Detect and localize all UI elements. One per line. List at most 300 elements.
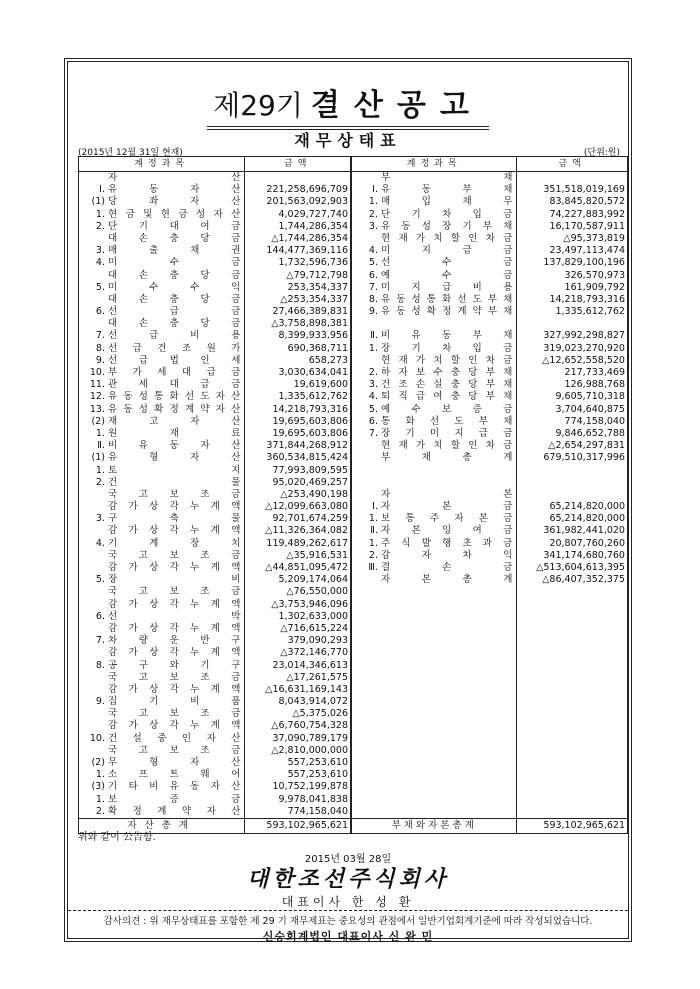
amount-cell: 217,733,469 bbox=[564, 367, 625, 378]
account-cell bbox=[79, 513, 244, 525]
table-row-amount bbox=[517, 574, 627, 586]
account-number bbox=[83, 745, 108, 757]
amount-cell: 341,174,680,760 bbox=[543, 549, 625, 561]
amount-cell: 16,170,587,911 bbox=[549, 220, 625, 232]
account-cell bbox=[352, 209, 516, 221]
empty-row bbox=[517, 745, 627, 757]
account-name: 예 수 금 bbox=[381, 269, 513, 281]
account-cell bbox=[79, 379, 244, 391]
amount-cell: △44,851,095,472 bbox=[265, 562, 348, 573]
account-number bbox=[356, 477, 381, 489]
table-row-account bbox=[79, 221, 244, 233]
table-row-account bbox=[352, 452, 516, 464]
table-row-account bbox=[352, 574, 516, 586]
account-name: 미 지 급 비 용 bbox=[381, 281, 513, 293]
account-name: 매 출 채 권 bbox=[108, 245, 241, 257]
amount-cell: 1,744,286,354 bbox=[278, 220, 348, 232]
account-name: 결 손 금 bbox=[381, 562, 513, 573]
table-row-amount bbox=[245, 367, 350, 379]
table-row-account bbox=[79, 330, 244, 342]
auditor-signature: 신승회계법인 대표이사 신 완 민 bbox=[262, 930, 434, 943]
account-name bbox=[381, 465, 512, 477]
account-name: 유 동 부 채 bbox=[381, 184, 513, 196]
assets-total-value: 593,102,965,621 bbox=[245, 819, 352, 833]
account-name: 감 가 상 각 누 계 액 bbox=[108, 598, 241, 610]
empty-row bbox=[517, 794, 627, 806]
table-row-account bbox=[79, 623, 244, 635]
empty-row bbox=[517, 684, 627, 696]
account-number bbox=[83, 623, 108, 635]
table-row-amount bbox=[245, 806, 350, 818]
table-row-amount bbox=[245, 672, 350, 684]
amount-cell: 557,253,610 bbox=[287, 769, 348, 781]
table-row-amount bbox=[245, 781, 350, 793]
account-cell bbox=[352, 282, 516, 294]
table-row-account bbox=[79, 391, 244, 403]
account-cell bbox=[79, 330, 244, 342]
table-row-account bbox=[352, 270, 516, 282]
amount-cell: 774,158,040 bbox=[287, 805, 348, 817]
as-of-date: (2015년 12월 31일 현재) bbox=[78, 148, 183, 158]
account-name: 비 유 동 부 채 bbox=[381, 330, 513, 342]
account-number: 6. bbox=[368, 269, 378, 281]
table-row-account bbox=[79, 416, 244, 428]
table-row-amount bbox=[517, 270, 627, 282]
table-row-account bbox=[79, 513, 244, 525]
table-row-amount bbox=[245, 501, 350, 513]
table-row-account bbox=[79, 769, 244, 781]
account-number: 7. bbox=[368, 281, 378, 293]
account-name: 감 가 상 각 누 계 액 bbox=[108, 525, 241, 537]
table-row-account bbox=[352, 550, 516, 562]
table-row-amount bbox=[245, 733, 350, 745]
table-row-account bbox=[79, 428, 244, 440]
table-row-amount bbox=[245, 684, 350, 696]
account-cell bbox=[352, 501, 516, 513]
account-name: 자 본 잉 여 금 bbox=[381, 525, 513, 537]
table-row-account bbox=[79, 599, 244, 611]
account-name: 국 고 보 조 금 bbox=[108, 744, 241, 756]
amount-cell: 319,023,270,920 bbox=[543, 342, 625, 354]
table-row-amount bbox=[517, 501, 627, 513]
account-cell bbox=[79, 586, 244, 598]
table-row-account bbox=[352, 196, 516, 208]
table-row-account bbox=[79, 477, 244, 489]
account-name: 유 동 성 확 정 계 약 부 채 bbox=[381, 306, 513, 318]
empty-row bbox=[352, 635, 516, 647]
account-name bbox=[381, 477, 512, 489]
table-row-amount bbox=[245, 294, 350, 306]
account-cell bbox=[352, 477, 516, 489]
account-number: 3. bbox=[368, 379, 378, 391]
amount-cell: 14,218,793,316 bbox=[272, 403, 348, 415]
amount-cell: 360,534,815,424 bbox=[266, 452, 348, 464]
amount-cell: 37,090,789,179 bbox=[272, 732, 348, 744]
empty-row bbox=[517, 611, 627, 623]
account-cell bbox=[352, 270, 516, 282]
account-cell bbox=[352, 233, 516, 245]
amount-cell bbox=[517, 172, 627, 184]
signature-date: 2015년 03월 28일 bbox=[304, 854, 392, 865]
account-name: 유 동 성 통 화 선 도 부 채 bbox=[381, 293, 513, 305]
account-name: 현 금 및 현 금 성 자 산 bbox=[108, 208, 241, 220]
account-number bbox=[83, 233, 108, 245]
account-cell bbox=[79, 696, 244, 708]
account-cell bbox=[79, 574, 244, 586]
account-name: 예 수 보 증 금 bbox=[381, 403, 513, 415]
account-cell bbox=[79, 306, 244, 318]
account-cell bbox=[79, 452, 244, 464]
amount-cell: 19,695,603,806 bbox=[272, 427, 348, 439]
table-row-account bbox=[79, 806, 244, 818]
account-cell bbox=[79, 343, 244, 355]
table-row-account bbox=[352, 257, 516, 269]
amount-cell: 1,732,596,736 bbox=[278, 257, 348, 269]
table-row-amount bbox=[517, 306, 627, 318]
account-name: 부 가 세 대 급 금 bbox=[108, 367, 241, 378]
announcement-text: 위와 같이 公告함. bbox=[78, 832, 156, 843]
amount-cell: 361,982,441,020 bbox=[543, 525, 625, 537]
amount-cell: 83,845,820,572 bbox=[549, 196, 625, 208]
table-row-account bbox=[79, 282, 244, 294]
account-number bbox=[83, 708, 108, 720]
account-name: 현 재 가 치 할 인 차 금 bbox=[381, 440, 513, 452]
table-row-account bbox=[352, 209, 516, 221]
account-cell bbox=[79, 769, 244, 781]
table-row-amount bbox=[245, 416, 350, 428]
table-row-account bbox=[79, 172, 244, 184]
amount-cell: 77,993,809,595 bbox=[272, 464, 348, 476]
account-number: 10. bbox=[89, 367, 105, 378]
account-cell bbox=[352, 221, 516, 233]
account-cell bbox=[79, 611, 244, 623]
table-body bbox=[79, 172, 627, 818]
account-name: 유 동 성 확 정 계 약 자 산 bbox=[108, 403, 241, 415]
table-row-amount bbox=[245, 550, 350, 562]
empty-row bbox=[517, 672, 627, 684]
table-row-account bbox=[352, 538, 516, 550]
audit-opinion: 감사의견 : 위 재무상태표를 포함한 제 29 기 재무제표는 중요성의 관점에서 일반기업회계기준에 따라 작성되었습니다. bbox=[103, 916, 593, 927]
account-number: Ⅱ. bbox=[370, 330, 378, 342]
liab-equity-total-label: 부채와자본총계 bbox=[352, 819, 517, 833]
account-cell bbox=[352, 562, 516, 574]
table-row-amount bbox=[245, 184, 350, 196]
account-cell bbox=[79, 660, 244, 672]
account-cell bbox=[352, 184, 516, 196]
empty-row bbox=[352, 647, 516, 659]
account-cell bbox=[79, 416, 244, 428]
amount-cell bbox=[517, 465, 627, 477]
account-cell bbox=[352, 318, 516, 330]
table-row-amount bbox=[245, 513, 350, 525]
account-number: 6. bbox=[95, 306, 105, 318]
amount-cell: 126,988,768 bbox=[564, 379, 625, 391]
table-row-amount bbox=[245, 538, 350, 550]
account-name: 미 수 수 익 bbox=[108, 281, 241, 293]
account-name: 차 량 운 반 구 bbox=[108, 635, 241, 647]
account-number: 1. bbox=[95, 208, 105, 220]
empty-row bbox=[352, 611, 516, 623]
account-name: 유 형 자 산 bbox=[108, 452, 241, 464]
account-name: 통 화 선 도 부 채 bbox=[381, 415, 513, 427]
assets-accounts-column bbox=[79, 172, 245, 818]
account-cell bbox=[79, 550, 244, 562]
account-number: 3. bbox=[95, 245, 105, 257]
amount-cell: 14,218,793,316 bbox=[549, 293, 625, 305]
account-number: Ⅰ. bbox=[372, 184, 378, 196]
account-cell bbox=[79, 720, 244, 732]
empty-row bbox=[352, 720, 516, 732]
balance-sheet-table bbox=[78, 156, 628, 834]
account-cell bbox=[79, 599, 244, 611]
amount-cell: 23,497,113,474 bbox=[549, 245, 625, 257]
empty-row bbox=[517, 586, 627, 598]
account-name: 건 조 손 실 충 당 부 채 bbox=[381, 379, 513, 391]
account-cell bbox=[79, 794, 244, 806]
table-row-account bbox=[79, 245, 244, 257]
table-row-amount bbox=[517, 355, 627, 367]
table-row-amount bbox=[517, 257, 627, 269]
account-name: 건 설 중 인 자 산 bbox=[108, 732, 241, 744]
table-row-account bbox=[79, 355, 244, 367]
table-row-amount bbox=[517, 550, 627, 562]
account-number: (3) bbox=[91, 781, 105, 793]
table-row-amount bbox=[245, 391, 350, 403]
account-number: 4. bbox=[368, 245, 378, 257]
account-cell bbox=[79, 318, 244, 330]
table-row-account bbox=[352, 318, 516, 330]
account-number: 3. bbox=[368, 220, 378, 232]
account-number: 7. bbox=[368, 427, 378, 439]
table-row-amount bbox=[245, 245, 350, 257]
account-number: 1. bbox=[95, 793, 105, 805]
account-number bbox=[83, 586, 108, 598]
amount-cell: △5,375,026 bbox=[292, 708, 348, 720]
amount-cell: 379,090,293 bbox=[287, 635, 348, 647]
empty-row bbox=[517, 623, 627, 635]
table-row-amount bbox=[517, 318, 627, 330]
account-number bbox=[83, 294, 108, 306]
table-row-account bbox=[79, 294, 244, 306]
account-number bbox=[356, 452, 381, 464]
amount-cell: 679,510,317,996 bbox=[543, 452, 625, 464]
table-row-amount bbox=[245, 172, 350, 184]
table-row-account bbox=[79, 343, 244, 355]
amount-cell: △2,654,297,831 bbox=[548, 440, 625, 452]
table-row-account bbox=[79, 720, 244, 732]
table-row-amount bbox=[245, 769, 350, 781]
table-row-amount bbox=[245, 489, 350, 501]
empty-row bbox=[517, 660, 627, 672]
table-row-account bbox=[79, 660, 244, 672]
empty-row bbox=[517, 720, 627, 732]
amount-cell: 658,273 bbox=[308, 354, 348, 366]
empty-row bbox=[352, 769, 516, 781]
account-cell bbox=[352, 538, 516, 550]
amount-cell: △253,490,198 bbox=[280, 488, 348, 500]
account-cell bbox=[79, 489, 244, 501]
account-cell bbox=[352, 404, 516, 416]
table-row-amount bbox=[517, 379, 627, 391]
table-row-account bbox=[79, 440, 244, 452]
account-number bbox=[83, 599, 108, 611]
amount-cell: 161,909,792 bbox=[564, 281, 625, 293]
account-number bbox=[83, 172, 108, 184]
table-row-account bbox=[79, 233, 244, 245]
account-cell bbox=[352, 343, 516, 355]
empty-row bbox=[352, 623, 516, 635]
account-cell bbox=[352, 367, 516, 379]
account-name: 선 급 건 조 원 가 bbox=[108, 342, 241, 354]
account-number: (1) bbox=[91, 452, 105, 464]
table-row-account bbox=[79, 586, 244, 598]
table-row-account bbox=[79, 647, 244, 659]
table-row-account bbox=[352, 379, 516, 391]
account-cell bbox=[79, 538, 244, 550]
title-block bbox=[68, 80, 628, 130]
table-row-amount bbox=[245, 318, 350, 330]
table-row-amount bbox=[517, 245, 627, 257]
liabilities-accounts-column bbox=[352, 172, 517, 818]
liab-equity-total-value: 593,102,965,621 bbox=[543, 819, 625, 831]
empty-row bbox=[352, 586, 516, 598]
empty-row bbox=[352, 757, 516, 769]
account-number: (1) bbox=[91, 196, 105, 208]
account-name: 소 프 트 웨 어 bbox=[108, 769, 241, 781]
account-cell bbox=[79, 562, 244, 574]
account-name: 주 식 발 행 초 과 금 bbox=[381, 537, 513, 549]
account-cell bbox=[79, 245, 244, 257]
account-name: 재 고 자 산 bbox=[108, 415, 241, 427]
table-row-amount bbox=[245, 465, 350, 477]
amount-cell: 27,466,389,831 bbox=[272, 306, 348, 318]
account-cell bbox=[79, 270, 244, 282]
table-row-amount bbox=[245, 574, 350, 586]
amount-cell: 351,518,019,169 bbox=[543, 184, 625, 196]
table-row-amount bbox=[517, 282, 627, 294]
account-number: 7. bbox=[95, 635, 105, 647]
account-name: 단 기 대 여 금 bbox=[108, 220, 241, 232]
table-row-amount bbox=[517, 440, 627, 452]
account-name: 매 입 채 무 bbox=[381, 196, 513, 208]
account-cell bbox=[352, 416, 516, 428]
account-number: 1. bbox=[368, 196, 378, 208]
account-number: 4. bbox=[368, 391, 378, 403]
account-cell bbox=[352, 391, 516, 403]
account-name: 미 수 금 bbox=[108, 257, 241, 269]
account-number: 6. bbox=[95, 610, 105, 622]
account-number: 8. bbox=[368, 293, 378, 305]
account-name: 자 본 총 계 bbox=[381, 574, 513, 586]
account-number: 1. bbox=[368, 513, 378, 525]
account-name: 현 재 가 치 할 인 차 금 bbox=[381, 354, 513, 366]
table-row-account bbox=[352, 306, 516, 318]
account-number bbox=[83, 672, 108, 684]
account-number bbox=[83, 489, 108, 501]
table-row-amount bbox=[517, 489, 627, 501]
account-number bbox=[356, 440, 381, 452]
account-cell bbox=[352, 452, 516, 464]
table-row-account bbox=[79, 794, 244, 806]
account-number: 5. bbox=[368, 257, 378, 269]
table-row-account bbox=[79, 318, 244, 330]
table-row-amount bbox=[245, 794, 350, 806]
table-row-account bbox=[79, 781, 244, 793]
account-cell bbox=[79, 184, 244, 196]
empty-row bbox=[352, 696, 516, 708]
amount-cell: 327,992,298,827 bbox=[543, 330, 625, 342]
empty-row bbox=[517, 696, 627, 708]
account-number: 1. bbox=[95, 464, 105, 476]
amount-cell: △253,354,337 bbox=[280, 293, 348, 305]
account-number: Ⅰ. bbox=[372, 501, 378, 513]
amount-cell: 9,846,652,788 bbox=[555, 427, 625, 439]
table-row-amount bbox=[245, 257, 350, 269]
table-row-account bbox=[352, 367, 516, 379]
amount-cell: 9,605,710,318 bbox=[555, 391, 625, 403]
table-row-amount bbox=[517, 404, 627, 416]
table-row-amount bbox=[245, 330, 350, 342]
account-cell bbox=[79, 428, 244, 440]
table-row-amount bbox=[245, 404, 350, 416]
table-row-amount bbox=[517, 428, 627, 440]
account-name: 보 통 주 자 본 금 bbox=[381, 513, 513, 525]
account-name: 무 형 자 산 bbox=[108, 757, 241, 768]
amount-cell: △1,744,286,354 bbox=[271, 232, 348, 244]
amount-cell: 774,158,040 bbox=[564, 415, 625, 427]
table-row-amount bbox=[245, 452, 350, 464]
account-name: 확 정 계 약 자 산 bbox=[108, 805, 241, 817]
table-row-amount bbox=[245, 623, 350, 635]
table-row-account bbox=[79, 306, 244, 318]
table-row-account bbox=[79, 270, 244, 282]
unit-note: (단위:원) bbox=[583, 148, 620, 158]
amount-cell: △12,652,558,520 bbox=[542, 354, 625, 366]
account-name: 유 동 자 산 bbox=[108, 184, 241, 196]
header-amount-left: 금액 bbox=[245, 157, 352, 171]
assets-total-label: 자산총계 bbox=[79, 819, 245, 833]
empty-row bbox=[352, 745, 516, 757]
account-number: 2. bbox=[95, 476, 105, 488]
account-cell bbox=[79, 684, 244, 696]
table-row-amount bbox=[517, 184, 627, 196]
table-row-account bbox=[352, 330, 516, 342]
account-name: 장 기 미 지 급 금 bbox=[381, 427, 513, 439]
account-cell bbox=[352, 245, 516, 257]
empty-row bbox=[352, 708, 516, 720]
amount-cell: 137,829,100,196 bbox=[543, 257, 625, 269]
account-number bbox=[83, 720, 108, 732]
company-name: 대한조선주식회사 bbox=[246, 867, 450, 892]
table-row-account bbox=[352, 562, 516, 574]
table-row-account bbox=[79, 696, 244, 708]
table-row-amount bbox=[245, 355, 350, 367]
account-cell bbox=[79, 391, 244, 403]
table-row-account bbox=[352, 391, 516, 403]
amount-cell: △79,712,798 bbox=[286, 269, 348, 281]
table-row-account bbox=[352, 233, 516, 245]
empty-row bbox=[517, 647, 627, 659]
amount-cell: 119,489,262,617 bbox=[266, 537, 348, 549]
account-name: 미 지 급 금 bbox=[381, 245, 513, 257]
table-row-account bbox=[352, 440, 516, 452]
amount-cell: 23,014,346,613 bbox=[272, 659, 348, 671]
account-number: 9. bbox=[95, 354, 105, 366]
account-number: 8. bbox=[95, 342, 105, 354]
table-row-account bbox=[79, 684, 244, 696]
account-cell bbox=[352, 306, 516, 318]
table-row-account bbox=[79, 538, 244, 550]
